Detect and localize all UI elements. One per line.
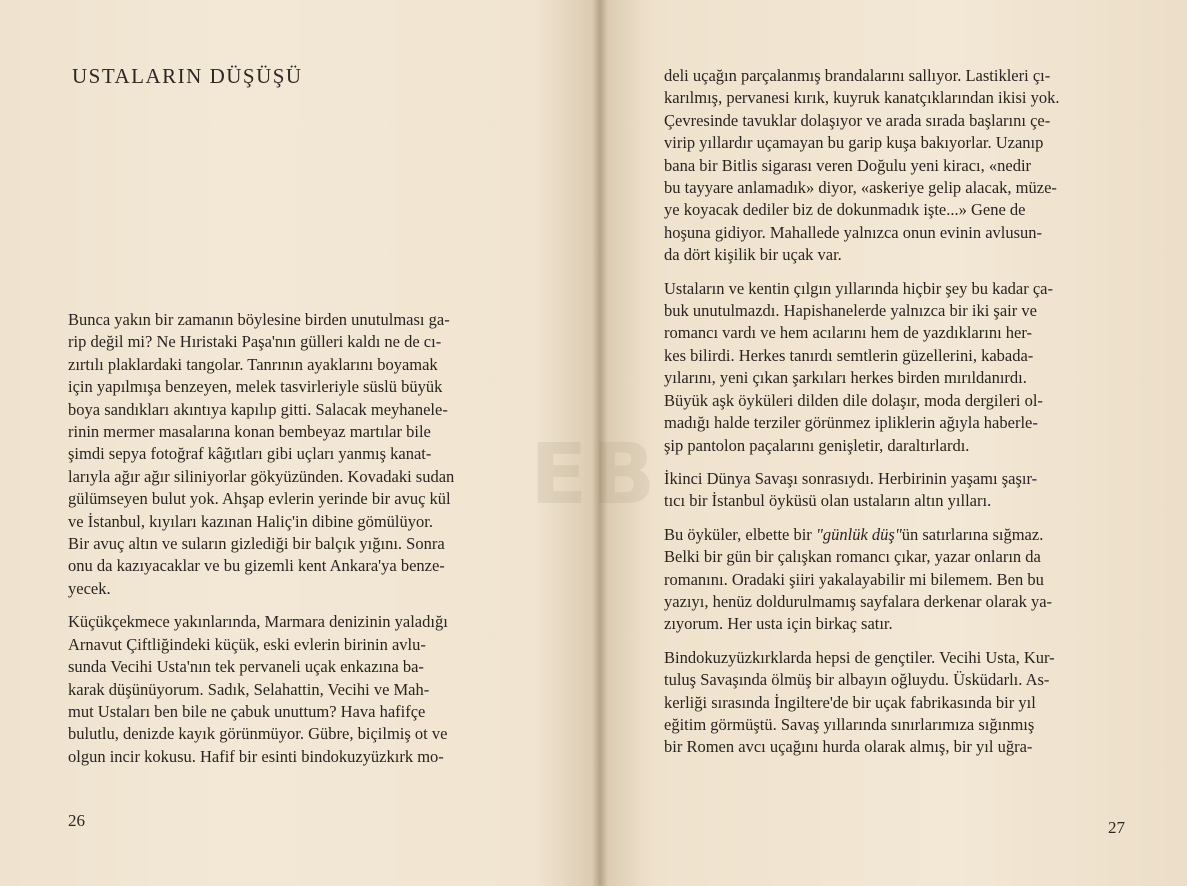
right-page-body xyxy=(664,65,1140,759)
text-run: Bu öyküler, elbette bir xyxy=(664,524,816,544)
paragraph: deli uçağın parçalanmış brandalarını sallıyor. Lastikleri çı- karılmış, pervanesi kırık, kuyruk kanatçıklarından ikisi yok. Çevresinde tavuklar dolaşıyor ve arada sırada başlarını çe- virip yıllardır uçamayan bu garip kuşa bakıyorlar. Uzanıp bana bir Bitlis sigarası veren Doğulu yeni kiracı, «nedir bu tayyare anlamadık» diyor, «askeriye gelip alacak, müze- ye koyacak dediler biz de dokunmadık işte...» Gene de hoşuna gidiyor. Mahallede yalnızca onun evinin avlusun- da dört kişilik bir uçak var. xyxy=(664,66,1060,265)
paragraph: Küçükçekmece yakınlarında, Marmara denizinin yaladığı Arnavut Çiftliğindeki küçük, eski evlerin birinin avlu- sunda Vecihi Usta'nın tek pervaneli uçak enkazına ba- karak düşünüyorum. Sadık, Selahattin, Vecihi ve Mah- mut Ustaları ben bile ne çabuk unuttum? Hava hafifçe bulutlu, denizde kayık görünmüyor. Gübre, biçilmiş ot ve olgun incir kokusu. Hafif bir esinti bindokuzyüzkırk mo- xyxy=(68,612,448,766)
text-run: ün satırlarına sığmaz. Belki bir gün bir çalışkan romancı çıkar, yazar onların da romanını. Oradaki şiiri yakalayabilir mi bilemem. Ben bu yazıyı, henüz doldurulmamış sayfalara derkenar olarak ya- zıyorum. Her usta için birkaç satır. xyxy=(664,524,1053,634)
right-page xyxy=(608,0,1187,886)
italic-phrase: "günlük düş" xyxy=(815,524,902,544)
paragraph: Bunca yakın bir zamanın böylesine birden unutulması ga- rip değil mi? Ne Hıristaki Paşa'nın gülleri kaldı ne de cı- zırtılı plaklardaki tangolar. Tanrının ayaklarını boyamak için yapılmışa benzeyen, melek tasvirleriyle süslü büyük boya sandıkları akıntıya kapılıp gitti. Salacak meyhanele- rinin mermer masalarına konan bembeyaz martılar bile şimdi sepya fotoğraf kâğıtları gibi uçları yanmış kanat- larıyla ağır ağır siliniyorlar gökyüzünden. Kovadaki sudan gülümseyen bulut yok. Ahşap evlerin yerinde bir avuç kül ve İstanbul, kıyıları kazınan Haliç'in dibine gömülüyor. Bir avuç altın ve suların gizlediği bir balçık yığını. Sonra onu da kazıyacaklar ve bu gizemli kent Ankara'ya benze- yecek. xyxy=(68,310,455,598)
paragraph: Ustaların ve kentin çılgın yıllarında hiçbir şey bu kadar ça- buk unutulmazdı. Hapishanelerde yalnızca bir iki şair ve romancı vardı ve hem acılarını hem de yazdıklarını her- kes bilirdi. Herkes tanırdı semtlerin güzellerini, kabada- yılarını, yeni çıkan şarkıları herkes birden mırıldanırdı. Büyük aşk öyküleri dilden dile dolaşır, moda dergileri ol- madığı halde terziler görünmez ipliklerin ağıyla haberle- şip pantolon paçalarını genişletir, daraltırlardı. xyxy=(664,278,1053,455)
page-number-left: 26 xyxy=(68,811,85,830)
paragraph: İkinci Dünya Savaşı sonrasıydı. Herbirinin yaşamı şaşır- tıcı bir İstanbul öyküsü olan ustaların altın yılları. xyxy=(664,468,1038,511)
left-page-body xyxy=(68,309,536,768)
paragraph: Bindokuzyüzkırklarda hepsi de gençtiler. Vecihi Usta, Kur- tuluş Savaşında ölmüş bir albayın oğluydu. Üsküdarlı. As- kerliği sırasında İngiltere'de bir uçak fabrikasında bir yıl eğitim görmüştü. Savaş yıllarında sınırlarımıza sığınmış bir Romen avcı uçağını hurda olarak almış, bir yıl uğra- xyxy=(664,647,1055,757)
left-page xyxy=(0,0,592,886)
page-number-right: 27 xyxy=(1108,818,1125,837)
paragraph-with-italic xyxy=(664,524,1140,636)
book-gutter xyxy=(592,0,608,886)
chapter-title: USTALARIN DÜŞÜŞÜ xyxy=(72,64,303,88)
